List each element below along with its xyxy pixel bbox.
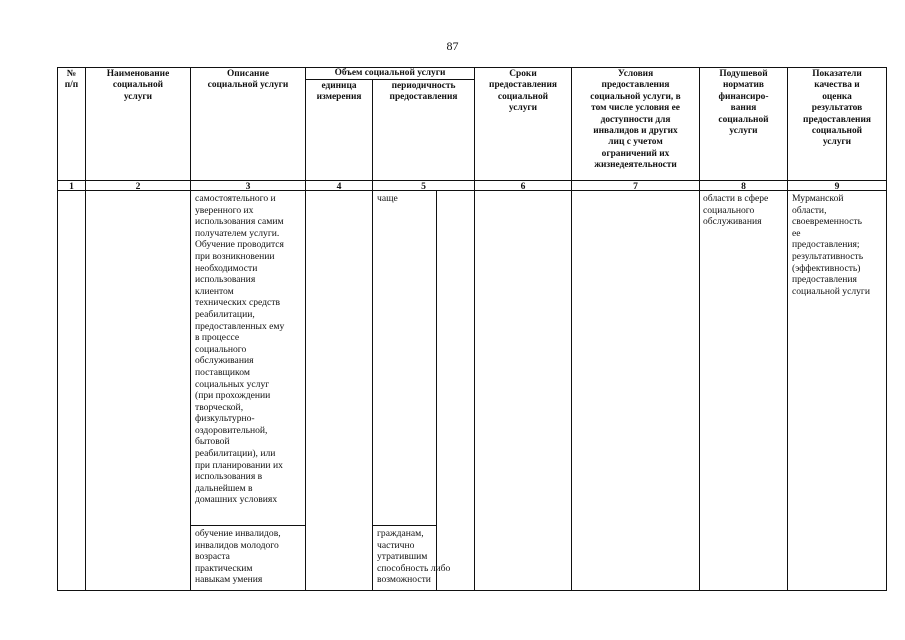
funding-standard-text: области в сфере социального обслуживания: [703, 193, 769, 228]
column-number: 6: [520, 181, 526, 192]
column-number: 1: [69, 181, 74, 192]
column-number: 4: [336, 181, 342, 192]
periodicity-text: чаще: [377, 193, 398, 204]
quality-indicators-text: Мурманской области, своевременность ее предоставления; результативность (эффективность) предоставления социальной услуги: [792, 193, 871, 297]
header-service-volume: Объем социальной услуги: [334, 68, 446, 78]
header-number: № п/п: [64, 69, 79, 91]
header-conditions: Условия предоставления социальной услуги, в том числе условия ее доступности для инвалидов и других лиц с учетом ограничений их жизнедеятельности: [590, 69, 681, 171]
column-number: 9: [834, 181, 840, 192]
service-description-text: самостоятельного и уверенного их использования самим получателем услуги. Обучение проводится при возникновении необходимости использования клиентом технических средств реабилитации, предоставленных ему в процессе социального обслуживания поставщиком социальных услуг (при прохождении творческой, физкультурно- оздоровительной, бытовой реабилитации), или при планировании их использования в дальнейшем в домашних условиях: [195, 193, 285, 506]
header-periodicity: периодичность предоставления: [389, 81, 458, 103]
column-number: 8: [741, 181, 746, 192]
column-number: 5: [421, 181, 426, 192]
header-service-name: Наименование социальной услуги: [106, 69, 170, 102]
header-service-description: Описание социальной услуги: [207, 69, 289, 91]
column-number: 2: [135, 181, 141, 192]
header-funding-standard: Подушевой норматив финансиро- вания социальной услуги: [718, 69, 769, 137]
header-terms: Сроки предоставления социальной услуги: [489, 69, 557, 114]
column-number: 3: [245, 181, 251, 192]
header-unit: единица измерения: [316, 81, 362, 103]
header-quality-indicators: Показатели качества и оценка результатов предоставления социальной услуги: [803, 69, 871, 148]
services-table: [57, 67, 887, 591]
page-number: 87: [446, 39, 459, 53]
service-description-text-continued: обучение инвалидов, инвалидов молодого возраста практическим навыкам умения: [195, 528, 281, 586]
periodicity-text-continued: гражданам, частично утратившим способность либо возможности: [377, 528, 451, 586]
column-number: 7: [633, 181, 638, 192]
table-grid: [57, 67, 887, 591]
